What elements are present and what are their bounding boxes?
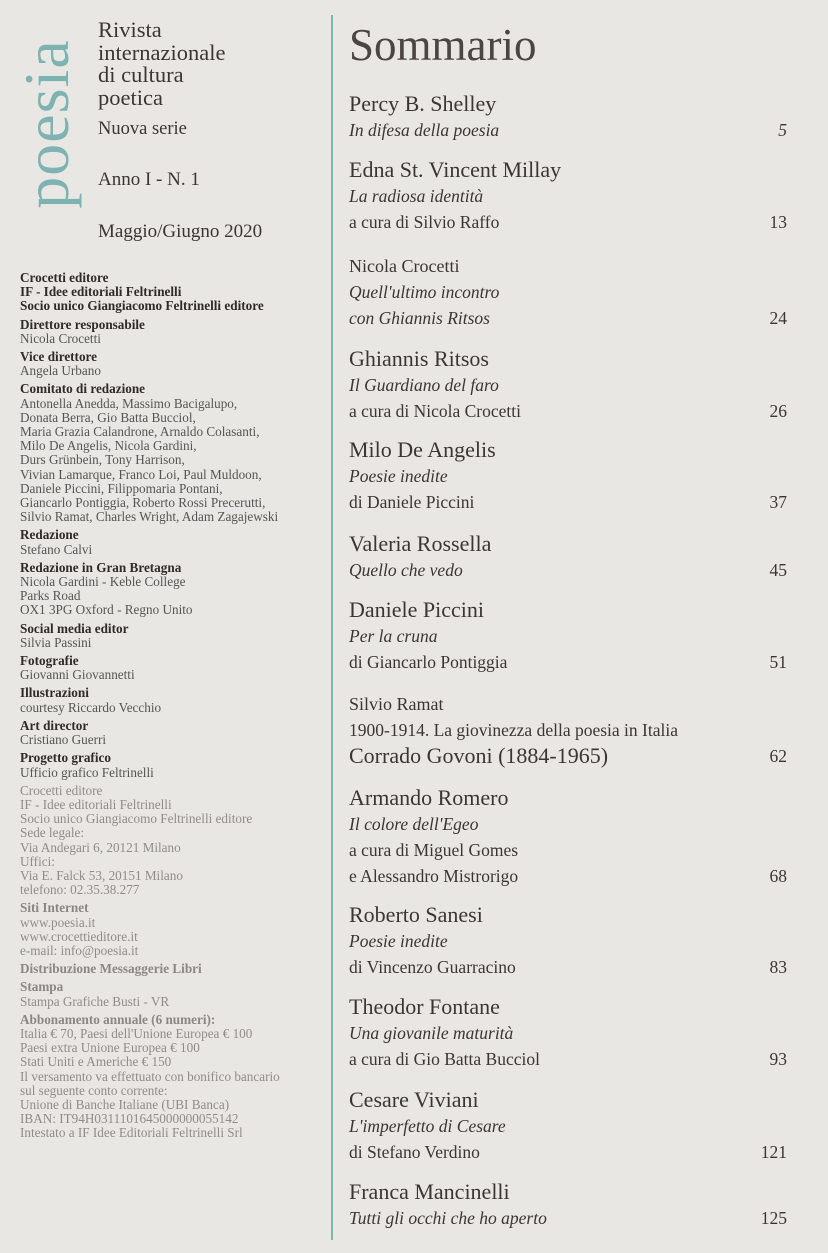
entry-title: Il Guardiano del faro <box>349 375 499 395</box>
websites-block <box>20 901 325 958</box>
entry-title: Quell'ultimo incontro <box>349 282 500 302</box>
credit-heading: Social media editor <box>20 620 129 636</box>
credit-heading: Art director <box>20 717 89 733</box>
entry-page: 62 <box>769 746 787 766</box>
toc-entry <box>349 437 789 515</box>
address-line: Crocetti editore <box>20 782 103 798</box>
credit-value: Parks Road <box>20 588 81 604</box>
credit-heading: Siti Internet <box>20 900 89 916</box>
entry-title: La radiosa identità <box>349 186 484 206</box>
website-line: e-mail: info@poesia.it <box>20 942 139 958</box>
toc-entry <box>349 253 789 331</box>
credit-value: Milo De Angelis, Nicola Gardini, <box>20 438 197 454</box>
credit-value: Stampa Grafiche Busti - VR <box>20 993 170 1009</box>
credit-value: OX1 3PG Oxford - Regno Unito <box>20 602 193 618</box>
print-block <box>20 980 325 1008</box>
address-line: Uffici: <box>20 853 55 869</box>
director-block <box>20 318 325 346</box>
issue-number: Anno I - N. 1 <box>98 169 200 190</box>
toc-entry <box>349 1179 789 1231</box>
distribution-block <box>20 962 325 976</box>
entry-editor: di Vincenzo Guarracino <box>349 957 516 977</box>
entry-author: Roberto Sanesi <box>349 902 483 927</box>
entry-page: 93 <box>769 1049 787 1069</box>
address-block <box>20 784 325 898</box>
graphic-design-block <box>20 751 325 779</box>
address-line: Sede legale: <box>20 825 85 841</box>
sommario-title: Sommario <box>349 20 537 70</box>
illustrations-block <box>20 686 325 714</box>
entry-editor: a cura di Gio Batta Bucciol <box>349 1049 540 1069</box>
entry-author: Cesare Viviani <box>349 1087 479 1112</box>
toc-entry <box>349 1087 789 1165</box>
entry-page: 51 <box>769 652 787 672</box>
credit-heading: Direttore responsabile <box>20 316 145 332</box>
toc-entry <box>349 91 789 143</box>
credit-value: Nicola Gardini - Keble College <box>20 574 186 590</box>
credit-heading: Fotografie <box>20 653 79 669</box>
masthead-title-line: Rivista <box>98 17 162 42</box>
credit-value: Angela Urbano <box>20 363 101 379</box>
entry-page: 37 <box>769 492 787 512</box>
subscription-line: Il versamento va effettuato con bonifico bancario <box>20 1068 280 1084</box>
credit-value: Durs Grünbein, Tony Harrison, <box>20 452 185 468</box>
entry-editor: di Stefano Verdino <box>349 1142 480 1162</box>
toc-entry <box>349 531 789 583</box>
toc-entry <box>349 691 789 769</box>
credit-heading: Redazione in Gran Bretagna <box>20 559 182 575</box>
colophon <box>20 271 325 1145</box>
credit-value: Silvia Passini <box>20 634 92 650</box>
toc-entry <box>349 785 789 889</box>
entry-editor: a cura di Silvio Raffo <box>349 212 500 232</box>
subscription-line: sul seguente conto corrente: <box>20 1082 168 1098</box>
column-divider <box>331 15 333 1240</box>
entry-page: 121 <box>760 1142 787 1162</box>
entry-page: 13 <box>769 212 787 232</box>
entry-author: Valeria Rossella <box>349 531 492 556</box>
address-line: telefono: 02.35.38.277 <box>20 882 140 898</box>
entry-title: Il colore dell'Egeo <box>349 814 479 834</box>
website-line: www.poesia.it <box>20 914 96 930</box>
issue-date: Maggio/Giugno 2020 <box>98 221 263 242</box>
address-line: Via Andegari 6, 20121 Milano <box>20 839 181 855</box>
credit-value: Vivian Lamarque, Franco Loi, Paul Muldoon, <box>20 466 262 482</box>
credit-value: Cristiano Guerri <box>20 732 107 748</box>
entry-author: Nicola Crocetti <box>349 256 460 276</box>
subscription-line: Unione di Banche Italiane (UBI Banca) <box>20 1096 230 1112</box>
publisher-block <box>20 271 325 314</box>
entry-page: 45 <box>769 560 787 580</box>
credit-value: Nicola Crocetti <box>20 330 101 346</box>
photos-block <box>20 654 325 682</box>
credit-value: Donata Berra, Gio Batta Bucciol, <box>20 409 196 425</box>
credit-heading: Comitato di redazione <box>20 381 146 397</box>
credit-heading: Vice direttore <box>20 349 98 365</box>
entry-heading: Corrado Govoni (1884-1965) <box>349 743 609 768</box>
credit-value: Giancarlo Pontiggia, Roberto Rossi Precerutti, <box>20 495 266 511</box>
address-line: Socio unico Giangiacomo Feltrinelli editore <box>20 811 253 827</box>
entry-subtitle: 1900-1914. La giovinezza della poesia in Italia <box>349 720 678 740</box>
series-label: Nuova serie <box>98 119 187 139</box>
entry-author: Daniele Piccini <box>349 597 485 622</box>
redazione-block <box>20 528 325 556</box>
credit-heading: Abbonamento annuale (6 numeri): <box>20 1011 216 1027</box>
entry-page: 26 <box>769 401 787 421</box>
credit-value: courtesy Riccardo Vecchio <box>20 699 162 715</box>
toc-entry <box>349 902 789 980</box>
entry-title: Poesie inedite <box>349 466 448 486</box>
entry-page: 68 <box>769 866 787 886</box>
credit-heading: Progetto grafico <box>20 750 111 766</box>
toc-entry <box>349 994 789 1072</box>
toc-entry <box>349 157 789 235</box>
entry-title: Tutti gli occhi che ho aperto <box>349 1208 547 1228</box>
subscription-line: Italia € 70, Paesi dell'Unione Europea € 100 <box>20 1025 253 1041</box>
uk-office-block <box>20 561 325 618</box>
entry-title: Per la cruna <box>349 626 438 646</box>
entry-author: Silvio Ramat <box>349 694 444 714</box>
subscription-line: Stati Uniti e Americhe € 150 <box>20 1054 172 1070</box>
entry-page: 125 <box>760 1208 787 1228</box>
entry-editor: di Daniele Piccini <box>349 492 475 512</box>
entry-editor: a cura di Miguel Gomes <box>349 840 519 860</box>
committee-block <box>20 382 325 524</box>
credit-heading: Illustrazioni <box>20 685 89 701</box>
art-director-block <box>20 719 325 747</box>
entry-author: Armando Romero <box>349 785 509 810</box>
social-block <box>20 622 325 650</box>
entry-title: L'imperfetto di Cesare <box>349 1116 506 1136</box>
address-line: Via E. Falck 53, 20151 Milano <box>20 867 183 883</box>
publisher-line: Crocetti editore <box>20 270 109 285</box>
subscription-line: IBAN: IT94H0311101645000000055142 <box>20 1111 239 1127</box>
credit-heading: Distribuzione Messaggerie Libri <box>20 961 202 977</box>
entry-author: Milo De Angelis <box>349 437 496 462</box>
credit-value: Silvio Ramat, Charles Wright, Adam Zagajewski <box>20 509 279 525</box>
entry-author: Franca Mancinelli <box>349 1179 510 1204</box>
credit-value: Maria Grazia Calandrone, Arnaldo Colasanti, <box>20 424 260 440</box>
entry-page: 5 <box>778 120 787 140</box>
entry-editor-continued: e Alessandro Mistrorigo <box>349 866 519 886</box>
entry-title: Una giovanile maturità <box>349 1023 514 1043</box>
credit-value: Ufficio grafico Feltrinelli <box>20 764 154 780</box>
credit-value: Antonella Anedda, Massimo Bacigalupo, <box>20 395 238 411</box>
credit-value: Daniele Piccini, Filippomaria Pontani, <box>20 480 223 496</box>
entry-page: 24 <box>769 308 787 328</box>
publisher-line: IF - Idee editoriali Feltrinelli <box>20 284 182 300</box>
website-line: www.crocettieditore.it <box>20 928 138 944</box>
publisher-line: Socio unico Giangiacomo Feltrinelli editore <box>20 298 264 314</box>
entry-author: Ghiannis Ritsos <box>349 346 489 371</box>
credit-heading: Stampa <box>20 979 64 995</box>
credit-heading: Redazione <box>20 527 79 543</box>
entry-title: Poesie inedite <box>349 931 448 951</box>
entry-title: Quello che vedo <box>349 560 463 580</box>
toc-entry <box>349 346 789 424</box>
entry-editor: a cura di Nicola Crocetti <box>349 401 522 421</box>
entry-title-continued: con Ghiannis Ritsos <box>349 308 490 328</box>
masthead-title-line: internazionale <box>98 39 226 65</box>
entry-page: 83 <box>769 957 787 977</box>
toc-entry <box>349 597 789 675</box>
masthead-title-line: poetica <box>98 84 163 110</box>
address-line: IF - Idee editoriali Feltrinelli <box>20 796 172 812</box>
credit-value: Stefano Calvi <box>20 541 93 557</box>
subscription-block <box>20 1013 325 1141</box>
subscription-line: Paesi extra Unione Europea € 100 <box>20 1040 200 1056</box>
subscription-line: Intestato a IF Idee Editoriali Feltrinelli Srl <box>20 1125 243 1141</box>
magazine-logo: poesia <box>11 38 82 209</box>
entry-author: Edna St. Vincent Millay <box>349 157 562 182</box>
entry-editor: di Giancarlo Pontiggia <box>349 652 508 672</box>
entry-author: Percy B. Shelley <box>349 91 497 116</box>
credit-value: Giovanni Giovannetti <box>20 667 135 683</box>
entry-author: Theodor Fontane <box>349 994 500 1019</box>
masthead <box>98 19 318 244</box>
vice-director-block <box>20 350 325 378</box>
entry-title: In difesa della poesia <box>349 120 500 140</box>
masthead-title-line: di cultura <box>98 62 184 87</box>
